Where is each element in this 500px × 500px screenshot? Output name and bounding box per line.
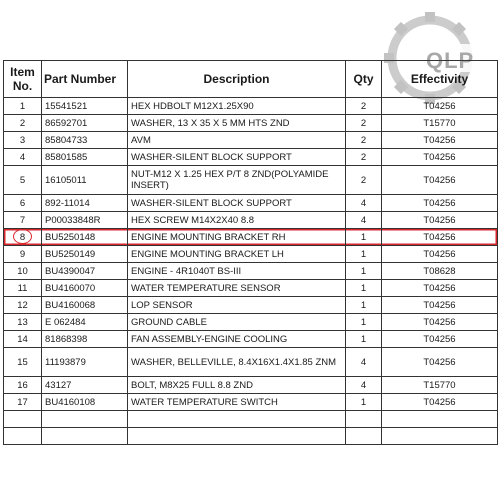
empty-cell — [346, 428, 382, 445]
empty-cell — [42, 411, 128, 428]
empty-cell — [128, 428, 346, 445]
cell-effectivity: T04256 — [382, 166, 498, 195]
cell-effectivity: T15770 — [382, 377, 498, 394]
cell-qty: 2 — [346, 115, 382, 132]
cell-item: 12 — [4, 297, 42, 314]
cell-qty: 1 — [346, 394, 382, 411]
cell-description: WASHER, 13 X 35 X 5 MM HTS ZND — [128, 115, 346, 132]
cell-part-number: E 062484 — [42, 314, 128, 331]
cell-part-number: 16105011 — [42, 166, 128, 195]
logo-text: QLP — [426, 48, 475, 73]
empty-cell — [346, 411, 382, 428]
cell-item: 7 — [4, 212, 42, 229]
cell-qty: 2 — [346, 166, 382, 195]
table-row — [4, 149, 498, 166]
empty-cell — [4, 411, 42, 428]
cell-item: 17 — [4, 394, 42, 411]
column-header-description: Description — [128, 61, 346, 98]
table-row — [4, 212, 498, 229]
cell-part-number: 892-11014 — [42, 195, 128, 212]
empty-table-row — [4, 411, 498, 428]
empty-cell — [382, 428, 498, 445]
empty-cell — [42, 428, 128, 445]
cell-description: WASHER, BELLEVILLE, 8.4X16X1.4X1.85 ZNM — [128, 348, 346, 377]
cell-item: 1 — [4, 98, 42, 115]
empty-cell — [382, 411, 498, 428]
cell-part-number: 11193879 — [42, 348, 128, 377]
cell-qty: 1 — [346, 297, 382, 314]
table-row — [4, 280, 498, 297]
cell-part-number: 85801585 — [42, 149, 128, 166]
cell-description: NUT-M12 X 1.25 HEX P/T 8 ZND(POLYAMIDE INSERT) — [128, 166, 346, 195]
cell-qty: 2 — [346, 149, 382, 166]
table-row — [4, 246, 498, 263]
cell-part-number: BU4160068 — [42, 297, 128, 314]
cell-qty: 2 — [346, 132, 382, 149]
cell-item: 5 — [4, 166, 42, 195]
cell-item: 3 — [4, 132, 42, 149]
cell-effectivity: T04256 — [382, 394, 498, 411]
table-row — [4, 331, 498, 348]
cell-item: 10 — [4, 263, 42, 280]
cell-item: 15 — [4, 348, 42, 377]
cell-part-number: 81868398 — [42, 331, 128, 348]
cell-qty: 1 — [346, 314, 382, 331]
cell-effectivity: T04256 — [382, 280, 498, 297]
cell-description: GROUND CABLE — [128, 314, 346, 331]
cell-item: 6 — [4, 195, 42, 212]
cell-item: 8 — [4, 229, 42, 246]
cell-description: HEX HDBOLT M12X1.25X90 — [128, 98, 346, 115]
cell-effectivity: T08628 — [382, 263, 498, 280]
cell-effectivity: T04256 — [382, 348, 498, 377]
cell-effectivity: T04256 — [382, 314, 498, 331]
cell-description: WASHER-SILENT BLOCK SUPPORT — [128, 149, 346, 166]
table-row — [4, 115, 498, 132]
cell-qty: 1 — [346, 246, 382, 263]
table-row — [4, 394, 498, 411]
cell-item: 2 — [4, 115, 42, 132]
cell-qty: 4 — [346, 348, 382, 377]
cell-part-number: 43127 — [42, 377, 128, 394]
table-row — [4, 195, 498, 212]
cell-effectivity: T15770 — [382, 115, 498, 132]
table-row — [4, 166, 498, 195]
cell-effectivity: T04256 — [382, 246, 498, 263]
cell-effectivity: T04256 — [382, 195, 498, 212]
table-row — [4, 132, 498, 149]
cell-description: WATER TEMPERATURE SENSOR — [128, 280, 346, 297]
cell-item: 16 — [4, 377, 42, 394]
cell-qty: 4 — [346, 212, 382, 229]
empty-cell — [128, 411, 346, 428]
cell-part-number: P00033848R — [42, 212, 128, 229]
highlight-circle-marker — [13, 229, 32, 244]
column-header-qty: Qty — [346, 61, 382, 98]
cell-effectivity: T04256 — [382, 149, 498, 166]
cell-description: AVM — [128, 132, 346, 149]
cell-effectivity: T04256 — [382, 98, 498, 115]
cell-item: 14 — [4, 331, 42, 348]
cell-description: HEX SCREW M14X2X40 8.8 — [128, 212, 346, 229]
cell-part-number: BU5250148 — [42, 229, 128, 246]
table-row — [4, 314, 498, 331]
cell-part-number: BU5250149 — [42, 246, 128, 263]
cell-qty: 1 — [346, 229, 382, 246]
cell-qty: 1 — [346, 280, 382, 297]
empty-cell — [4, 428, 42, 445]
cell-description: LOP SENSOR — [128, 297, 346, 314]
cell-part-number: 85804733 — [42, 132, 128, 149]
cell-description: ENGINE MOUNTING BRACKET RH — [128, 229, 346, 246]
cell-qty: 1 — [346, 331, 382, 348]
table-row — [4, 297, 498, 314]
cell-effectivity: T04256 — [382, 229, 498, 246]
cell-description: FAN ASSEMBLY-ENGINE COOLING — [128, 331, 346, 348]
table-row — [4, 229, 498, 246]
cell-item: 4 — [4, 149, 42, 166]
cell-effectivity: T04256 — [382, 212, 498, 229]
column-header-effectivity: Effectivity — [382, 61, 498, 98]
cell-part-number: 86592701 — [42, 115, 128, 132]
cell-effectivity: T04256 — [382, 132, 498, 149]
cell-description: ENGINE - 4R1040T BS-III — [128, 263, 346, 280]
cell-item: 13 — [4, 314, 42, 331]
table-row — [4, 263, 498, 280]
table-row — [4, 377, 498, 394]
cell-part-number: BU4160070 — [42, 280, 128, 297]
cell-description: ENGINE MOUNTING BRACKET LH — [128, 246, 346, 263]
column-header-item: Item No. — [4, 61, 42, 98]
cell-description: WATER TEMPERATURE SWITCH — [128, 394, 346, 411]
table-row — [4, 98, 498, 115]
cell-effectivity: T04256 — [382, 297, 498, 314]
cell-qty: 4 — [346, 377, 382, 394]
cell-qty: 4 — [346, 195, 382, 212]
empty-table-row — [4, 428, 498, 445]
table-row — [4, 348, 498, 377]
cell-part-number: 15541521 — [42, 98, 128, 115]
cell-qty: 1 — [346, 263, 382, 280]
cell-effectivity: T04256 — [382, 331, 498, 348]
column-header-part-number: Part Number — [42, 61, 128, 98]
cell-description: WASHER-SILENT BLOCK SUPPORT — [128, 195, 346, 212]
parts-table — [3, 60, 498, 445]
cell-part-number: BU4390047 — [42, 263, 128, 280]
cell-qty: 2 — [346, 98, 382, 115]
cell-part-number: BU4160108 — [42, 394, 128, 411]
cell-item: 11 — [4, 280, 42, 297]
cell-item: 9 — [4, 246, 42, 263]
table-header-row — [4, 61, 498, 98]
cell-description: BOLT, M8X25 FULL 8.8 ZND — [128, 377, 346, 394]
